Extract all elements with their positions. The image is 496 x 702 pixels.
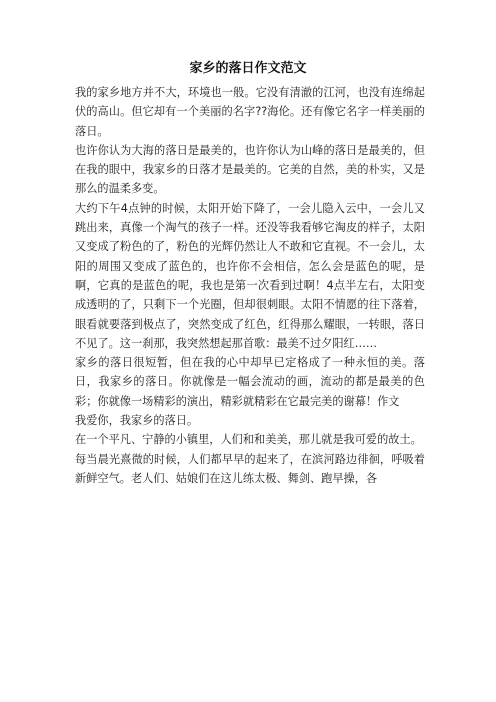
paragraph: 大约下午4点钟的时候，太阳开始下降了，一会儿隐入云中，一会儿又跳出来，真像一个淘气的孩子一样。还没等我看够它淘皮的样子，太阳又变成了粉色的了，粉色的光辉仍然让人不敢和它直视。不一会儿，太阳的周围又变成了蓝色的，也许你不会相信，怎么会是蓝色的呢，是啊，它真的是蓝色的呢，我也是第一次看到过啊！4点半左右，太阳变成透明的了，只剩下一个光圈，但却很刺眼。太阳不情愿的往下落着，眼看就要落到极点了，突然变成了红色，红得那么耀眼，一转眼，落日不见了。这一刹那，我突然想起那首歌：最美不过夕阳红…… — [75, 201, 425, 350]
paragraph: 每当晨光熹微的时候，人们都早早的起来了，在滨河路边徘徊，呼吸着新鲜空气。老人们、姑娘们在这儿练太极、舞剑、跑早操，各 — [75, 452, 425, 485]
paragraph: 我的家乡地方并不大，环境也一般。它没有清澈的江河，也没有连绵起伏的高山。但它却有一个美丽的名字??海伦。还有像它名字一样美丽的落日。 — [75, 86, 425, 138]
paragraph: 在一个平凡、宁静的小镇里，人们和和美美，那儿就是我可爱的故土。 — [75, 433, 422, 447]
paragraph: 家乡的落日很短暂，但在我的心中却早已定格成了一种永恒的美。落日，我家乡的落日。你就像是一幅会流动的画，流动的都是最美的色彩；你就像一场精彩的演出，精彩就精彩在它最完美的谢幕！作文 — [75, 356, 425, 408]
document-body — [75, 83, 425, 488]
document-title: 家乡的落日作文范文 — [189, 61, 307, 76]
paragraph: 也许你认为大海的落日是最美的，也许你认为山峰的落日是最美的，但在我的眼中，我家乡的日落才是最美的。它美的自然，美的朴实，又是那么的温柔多变。 — [75, 143, 425, 196]
paragraph: 我爱你，我家乡的落日。 — [75, 414, 199, 428]
